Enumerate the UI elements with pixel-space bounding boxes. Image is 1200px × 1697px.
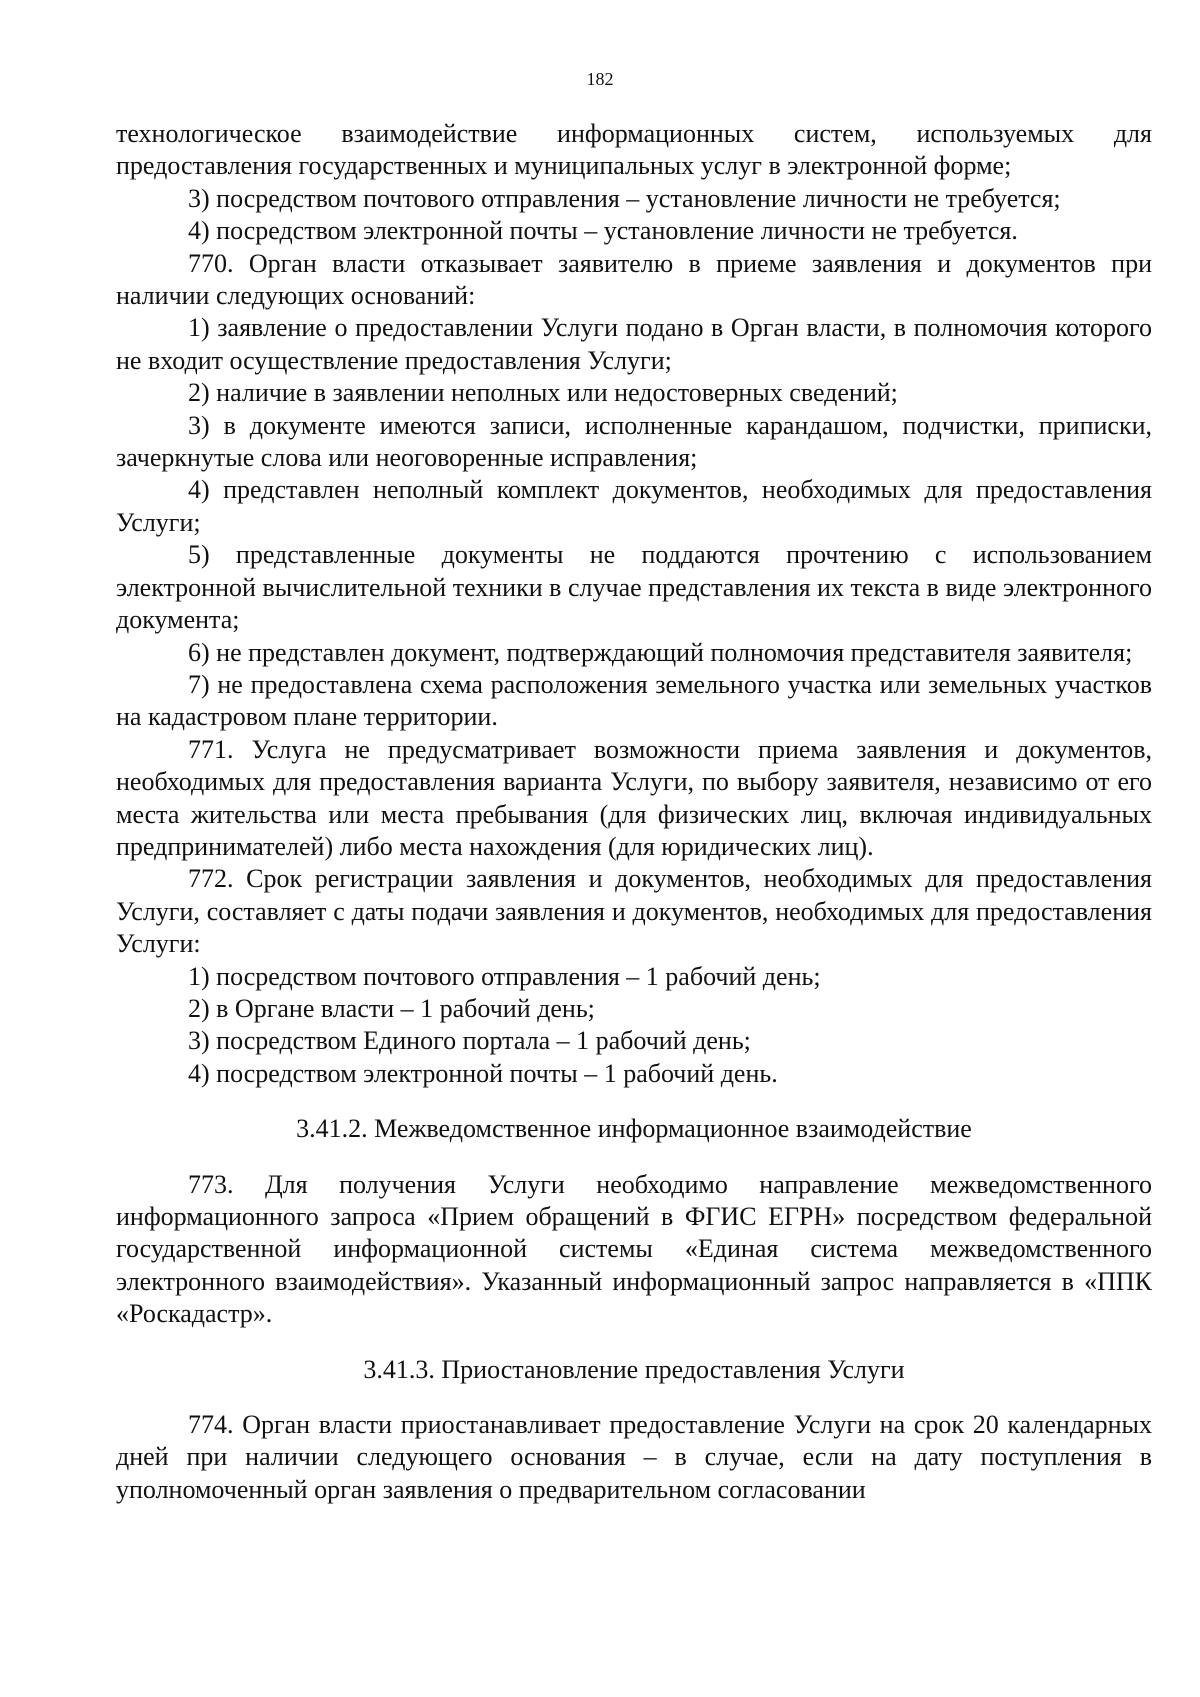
list-item: 2) наличие в заявлении неполных или недостоверных сведений; <box>188 378 898 408</box>
paragraph-773: 773. Для получения Услуги необходимо направление межведомственного информационного запроса «Прием обращений в ФГИС ЕГРН» посредством федеральной государственной информационной системы «Единая система межведомственного электронного взаимодействия». Указанный информационный запрос направляется в «ППК «Роскадастр». <box>116 1169 1152 1329</box>
list-item: 2) в Органе власти – 1 рабочий день; <box>188 993 595 1023</box>
paragraph-770: 770. Орган власти отказывает заявителю в приеме заявления и документов при наличии следующих оснований: <box>116 248 1152 311</box>
paragraph-continuation: технологическое взаимодействие информационных систем, используемых для предоставления государственных и муниципальных услуг в электронной форме; <box>116 119 1152 181</box>
list-item: 5) представленные документы не поддаются прочтению с использованием электронной вычислительной техники в случае представления их текста в виде электронного документа; <box>116 540 1152 635</box>
list-item: 1) заявление о предоставлении Услуги подано в Орган власти, в полномочия которого не входит осуществление предоставления Услуги; <box>116 313 1152 375</box>
section-heading: 3.41.3. Приостановление предоставления Услуги <box>363 1354 905 1384</box>
paragraph-772: 772. Срок регистрации заявления и документов, необходимых для предоставления Услуги, составляет с даты подачи заявления и документов, необходимых для предоставления Услуги: <box>116 864 1152 959</box>
list-item: 6) не представлен документ, подтверждающий полномочия представителя заявителя; <box>188 637 1133 667</box>
paragraph-774: 774. Орган власти приостанавливает предоставление Услуги на срок 20 календарных дней при наличии следующего основания – в случае, если на дату поступления в уполномоченный орган заявления о предварительном согласовании <box>116 1410 1152 1504</box>
page-number: 182 <box>586 69 614 89</box>
list-item: 3) посредством Единого портала – 1 рабочий день; <box>188 1026 751 1056</box>
list-item: 7) не предоставлена схема расположения земельного участка или земельных участков на кадастровом плане территории. <box>116 669 1152 732</box>
list-item: 4) посредством электронной почты – 1 рабочий день. <box>188 1058 778 1088</box>
list-item: 4) посредством электронной почты – установление личности не требуется. <box>188 216 1018 246</box>
document-body <box>116 118 1152 1506</box>
list-item: 4) представлен неполный комплект документов, необходимых для предоставления Услуги; <box>116 475 1152 537</box>
list-item: 1) посредством почтового отправления – 1 рабочий день; <box>188 961 821 991</box>
list-item: 3) посредством почтового отправления – установление личности не требуется; <box>188 183 1061 213</box>
section-heading: 3.41.2. Межведомственное информационное взаимодействие <box>296 1114 972 1144</box>
paragraph-771: 771. Услуга не предусматривает возможности приема заявления и документов, необходимых для предоставления варианта Услуги, по выбору заявителя, независимо от его места жительства или места пребывания (для физических лиц, включая индивидуальных предпринимателей) либо места нахождения (для юридических лиц). <box>116 734 1152 861</box>
list-item: 3) в документе имеются записи, исполненные карандашом, подчистки, приписки, зачеркнутые слова или неоговоренные исправления; <box>116 410 1152 473</box>
